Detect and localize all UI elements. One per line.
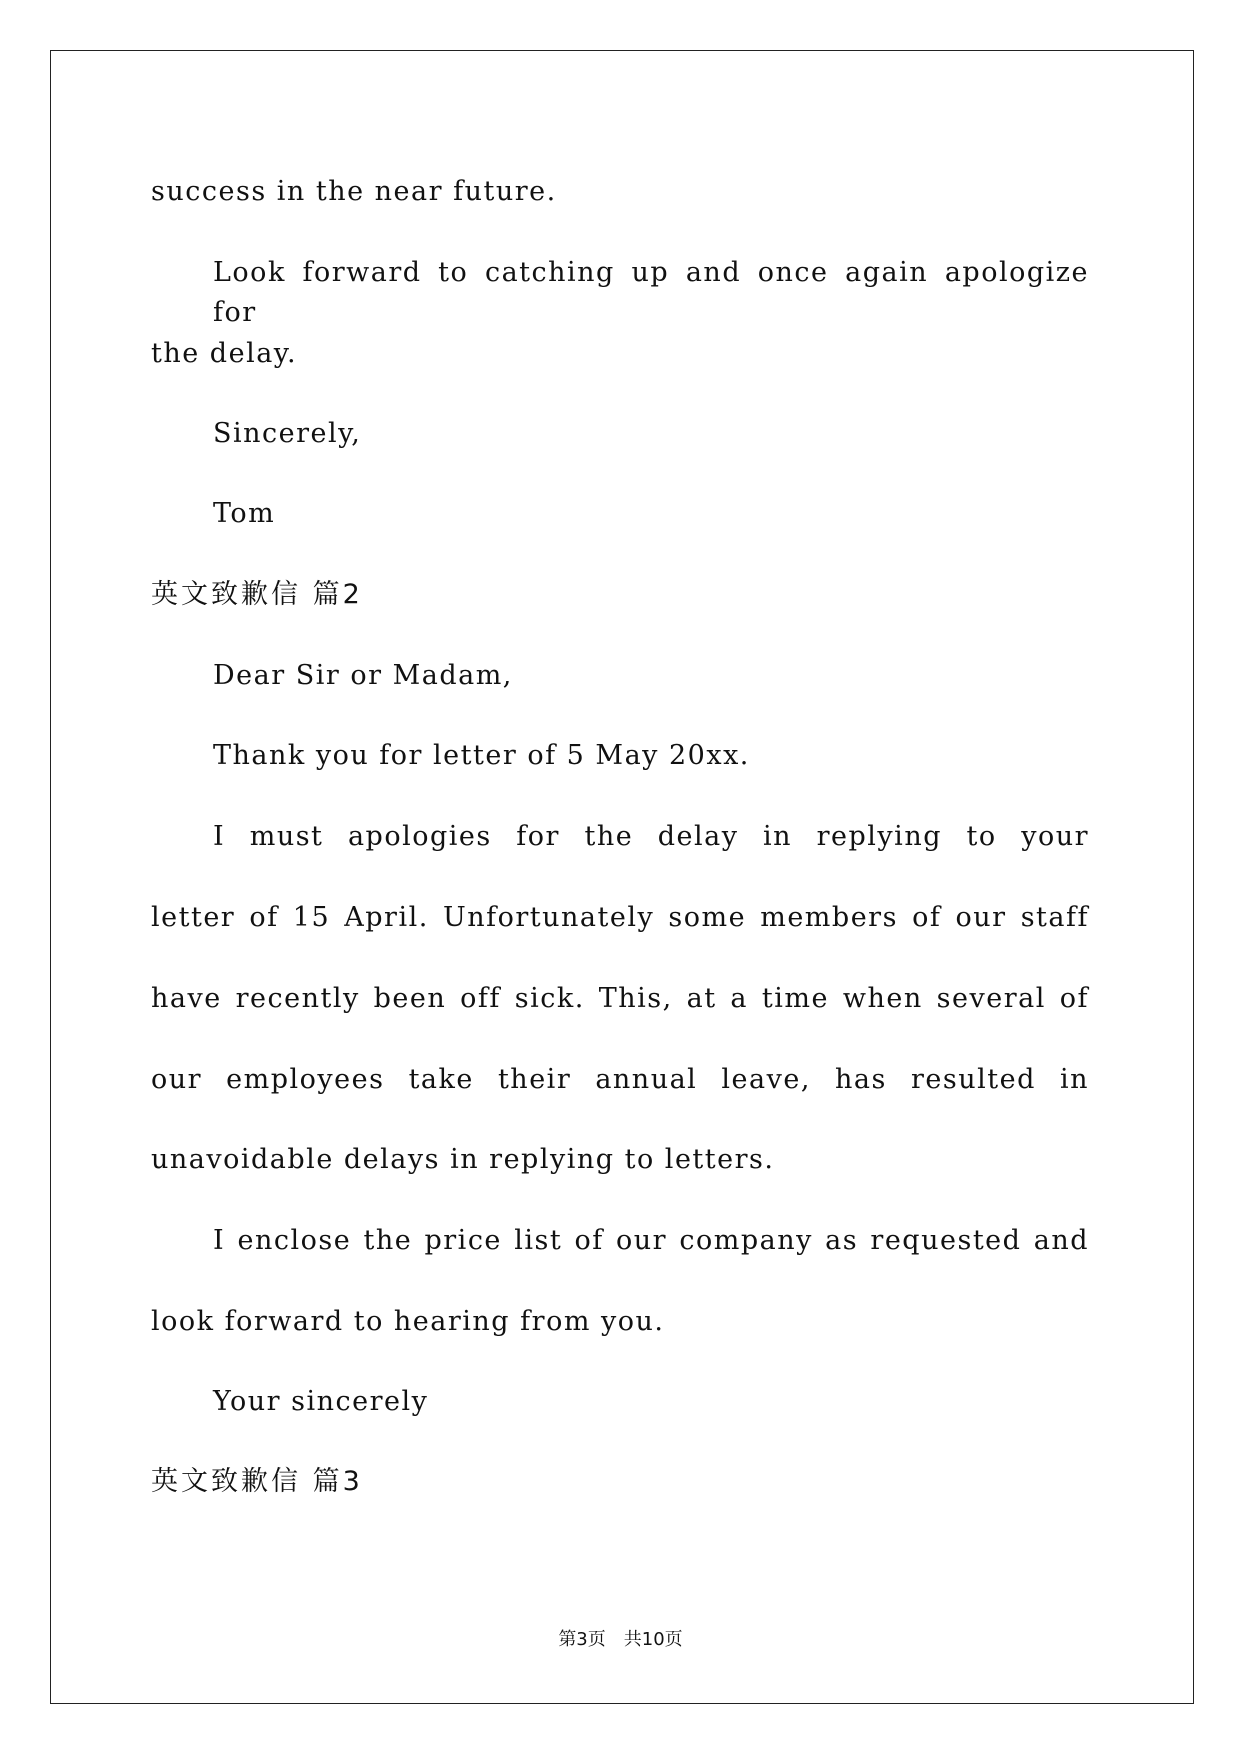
- text-line: Tom: [213, 498, 276, 529]
- text-line: Sincerely,: [213, 418, 362, 449]
- text-line: success in the near future.: [151, 176, 557, 207]
- text-line: the delay.: [151, 338, 298, 369]
- section-heading: 英文致歉信 篇2: [151, 579, 363, 610]
- text-line: Thank you for letter of 5 May 20xx.: [213, 740, 750, 771]
- text-line: I must apologies for the delay in replying to your: [213, 821, 1089, 852]
- text-line: unavoidable delays in replying to letters.: [151, 1144, 775, 1175]
- text-line: have recently been off sick. This, at a time when several of: [151, 983, 1089, 1014]
- text-line: letter of 15 April. Unfortunately some members of our staff: [151, 902, 1089, 933]
- text-line: look forward to hearing from you.: [151, 1306, 665, 1337]
- page-number: 第3页: [558, 1629, 606, 1650]
- text-line: I enclose the price list of our company as requested and: [213, 1225, 1089, 1256]
- text-line: Look forward to catching up and once again apologize for: [213, 257, 1089, 328]
- page-total: 共10页: [623, 1629, 683, 1650]
- page-footer: [0, 1628, 1241, 1652]
- text-line: Dear Sir or Madam,: [213, 660, 513, 691]
- text-line: our employees take their annual leave, has resulted in: [151, 1064, 1089, 1095]
- section-heading: 英文致歉信 篇3: [151, 1466, 363, 1497]
- text-line: Your sincerely: [213, 1386, 429, 1417]
